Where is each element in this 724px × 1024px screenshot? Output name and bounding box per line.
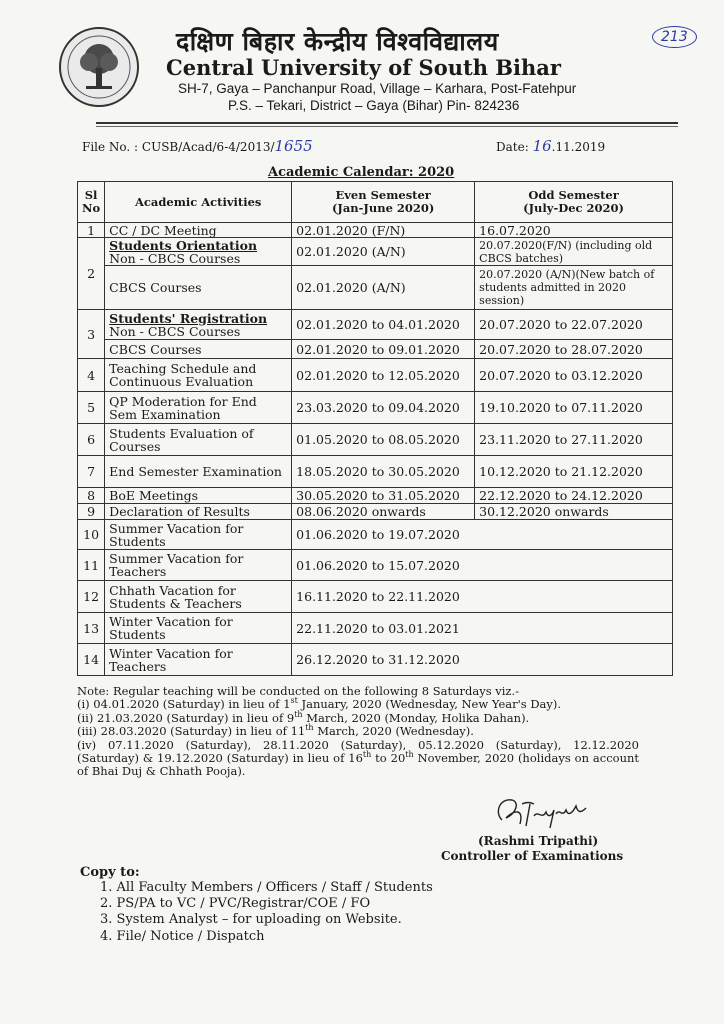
file-number [82, 137, 313, 155]
row-vacation-date: 22.11.2020 to 03.01.2021 [292, 613, 673, 644]
copy-to-list [100, 880, 433, 945]
row-activity: QP Moderation for End Sem Examination [105, 392, 292, 424]
list-item: 2. PS/PA to VC / PVC/Registrar/COE / FO [100, 896, 371, 912]
header-odd-line1: Odd Semester [528, 188, 619, 202]
row-vacation-date: 01.06.2020 to 19.07.2020 [292, 520, 673, 550]
header-odd-line2: (July-Dec 2020) [523, 201, 624, 215]
signature [490, 790, 600, 832]
date-handwritten-day: 16 [532, 137, 552, 155]
row-odd-date: 16.07.2020 [475, 223, 673, 238]
header-even-semester [292, 182, 475, 223]
row-heading: Students Orientation [109, 237, 258, 253]
row-activity: Summer Vacation for Students [105, 520, 292, 550]
table-row [78, 359, 673, 392]
row-vacation-date: 01.06.2020 to 15.07.2020 [292, 550, 673, 581]
table-row [78, 581, 673, 613]
address-line-2: P.S. – Tekari, District – Gaya (Bihar) Pin- 824236 [228, 98, 520, 113]
row-even-date: 02.01.2020 (A/N) [292, 266, 475, 310]
row-activity [105, 238, 292, 266]
row-even-date: 02.01.2020 to 09.01.2020 [292, 340, 475, 359]
row-activity: Winter Vacation for Students [105, 613, 292, 644]
handwritten-page-number: 213 [652, 26, 697, 48]
row-number: 2 [78, 238, 105, 310]
row-subitem: CBCS Courses [105, 340, 292, 359]
row-activity [105, 310, 292, 340]
file-number-handwritten: 1655 [274, 137, 313, 155]
address-line-1: SH-7, Gaya – Panchanpur Road, Village – Karhara, Post-Fatehpur [178, 81, 577, 96]
header-activities: Academic Activities [105, 182, 292, 223]
row-even-date: 08.06.2020 onwards [292, 504, 475, 520]
row-activity: Declaration of Results [105, 504, 292, 520]
note-item: (ii) 21.03.2020 (Saturday) in lieu of 9th March, 2020 (Monday, Holika Dahan). [77, 709, 530, 725]
table-row [78, 488, 673, 504]
row-number: 12 [78, 581, 105, 613]
row-even-date: 18.05.2020 to 30.05.2020 [292, 456, 475, 488]
row-even-date: 02.01.2020 to 04.01.2020 [292, 310, 475, 340]
date-label: Date: [496, 140, 529, 154]
row-activity: Students Evaluation of Courses [105, 424, 292, 456]
row-odd-date: 20.07.2020(F/N) (including old CBCS batches) [475, 238, 673, 266]
row-activity: CC / DC Meeting [105, 223, 292, 238]
row-activity: Teaching Schedule and Continuous Evaluation [105, 359, 292, 392]
row-odd-date: 10.12.2020 to 21.12.2020 [475, 456, 673, 488]
row-number: 9 [78, 504, 105, 520]
row-even-date: 02.01.2020 to 12.05.2020 [292, 359, 475, 392]
file-number-label: File No. : CUSB/Acad/6-4/2013/ [82, 140, 275, 154]
row-activity: Winter Vacation for Teachers [105, 644, 292, 676]
row-number: 14 [78, 644, 105, 676]
table-row [78, 392, 673, 424]
row-number: 11 [78, 550, 105, 581]
row-number: 10 [78, 520, 105, 550]
row-number: 5 [78, 392, 105, 424]
date-rest: .11.2019 [551, 140, 606, 154]
row-vacation-date: 26.12.2020 to 31.12.2020 [292, 644, 673, 676]
row-even-date: 23.03.2020 to 09.04.2020 [292, 392, 475, 424]
row-activity: Chhath Vacation for Students & Teachers [105, 581, 292, 613]
notes-section [77, 685, 639, 779]
row-number: 8 [78, 488, 105, 504]
row-heading: Students' Registration [109, 310, 268, 326]
table-row [78, 550, 673, 581]
header-odd-semester [475, 182, 673, 223]
table-row [78, 456, 673, 488]
university-name-hindi: दक्षिण बिहार केन्द्रीय विश्वविद्यालय [176, 27, 499, 56]
table-header-row [78, 182, 673, 223]
note-item: (iii) 28.03.2020 (Saturday) in lieu of 11th March, 2020 (Wednesday). [77, 723, 474, 739]
copy-to-label: Copy to: [80, 865, 140, 880]
row-number: 13 [78, 613, 105, 644]
header-sl-no: Sl No [78, 182, 105, 223]
table-row [78, 340, 673, 359]
table-row [78, 223, 673, 238]
row-odd-date: 23.11.2020 to 27.11.2020 [475, 424, 673, 456]
university-name-english: Central University of South Bihar [166, 55, 561, 80]
header-divider [96, 122, 678, 127]
row-subitem: Non - CBCS Courses [109, 250, 241, 266]
row-odd-date: 20.07.2020 to 28.07.2020 [475, 340, 673, 359]
header-even-line1: Even Semester [335, 188, 431, 202]
row-activity: End Semester Examination [105, 456, 292, 488]
university-logo [58, 26, 140, 108]
row-even-date: 01.05.2020 to 08.05.2020 [292, 424, 475, 456]
row-number: 4 [78, 359, 105, 392]
issue-date [496, 137, 605, 155]
list-item: 1. All Faculty Members / Officers / Staff / Students [100, 880, 433, 895]
row-odd-date: 19.10.2020 to 07.11.2020 [475, 392, 673, 424]
row-subitem: CBCS Courses [105, 266, 292, 310]
note-item: (i) 04.01.2020 (Saturday) in lieu of 1st January, 2020 (Wednesday, New Year's Day). [77, 696, 562, 712]
row-activity: Summer Vacation for Teachers [105, 550, 292, 581]
signatory-designation: Controller of Examinations [441, 849, 624, 863]
list-item: 3. System Analyst – for uploading on Website. [100, 912, 402, 928]
calendar-title: Academic Calendar: 2020 [268, 165, 455, 180]
list-item: 4. File/ Notice / Dispatch [100, 928, 265, 944]
table-row [78, 520, 673, 550]
row-odd-date: 20.07.2020 (A/N)(New batch of students admitted in 2020 session) [475, 266, 673, 310]
table-row [78, 424, 673, 456]
row-even-date: 02.01.2020 (A/N) [292, 238, 475, 266]
row-activity: BoE Meetings [105, 488, 292, 504]
note-item: (iv) 07.11.2020 (Saturday), 28.11.2020 (Saturday), 05.12.2020 (Saturday), 12.12.2020 (Saturday) & 19.12.2020 (Saturday) in lieu of 16th to 20th November, 2020 (holidays on account of Bhai Duj & Chhath Pooja). [77, 737, 640, 779]
table-row [78, 613, 673, 644]
table-row [78, 310, 673, 340]
row-number: 3 [78, 310, 105, 359]
table-row [78, 504, 673, 520]
row-number: 6 [78, 424, 105, 456]
row-odd-date: 30.12.2020 onwards [475, 504, 673, 520]
note-intro: Note: Regular teaching will be conducted on the following 8 Saturdays viz.- [77, 684, 520, 698]
row-number: 1 [78, 223, 105, 238]
table-row [78, 266, 673, 310]
row-odd-date: 20.07.2020 to 22.07.2020 [475, 310, 673, 340]
row-odd-date: 20.07.2020 to 03.12.2020 [475, 359, 673, 392]
row-odd-date: 22.12.2020 to 24.12.2020 [475, 488, 673, 504]
table-row [78, 238, 673, 266]
signatory-name: (Rashmi Tripathi) [478, 834, 599, 848]
row-even-date: 02.01.2020 (F/N) [292, 223, 475, 238]
header-even-line2: (Jan-June 2020) [331, 201, 435, 215]
row-vacation-date: 16.11.2020 to 22.11.2020 [292, 581, 673, 613]
row-subitem: Non - CBCS Courses [109, 323, 241, 339]
academic-calendar-table [77, 181, 673, 676]
row-number: 7 [78, 456, 105, 488]
row-even-date: 30.05.2020 to 31.05.2020 [292, 488, 475, 504]
table-row [78, 644, 673, 676]
